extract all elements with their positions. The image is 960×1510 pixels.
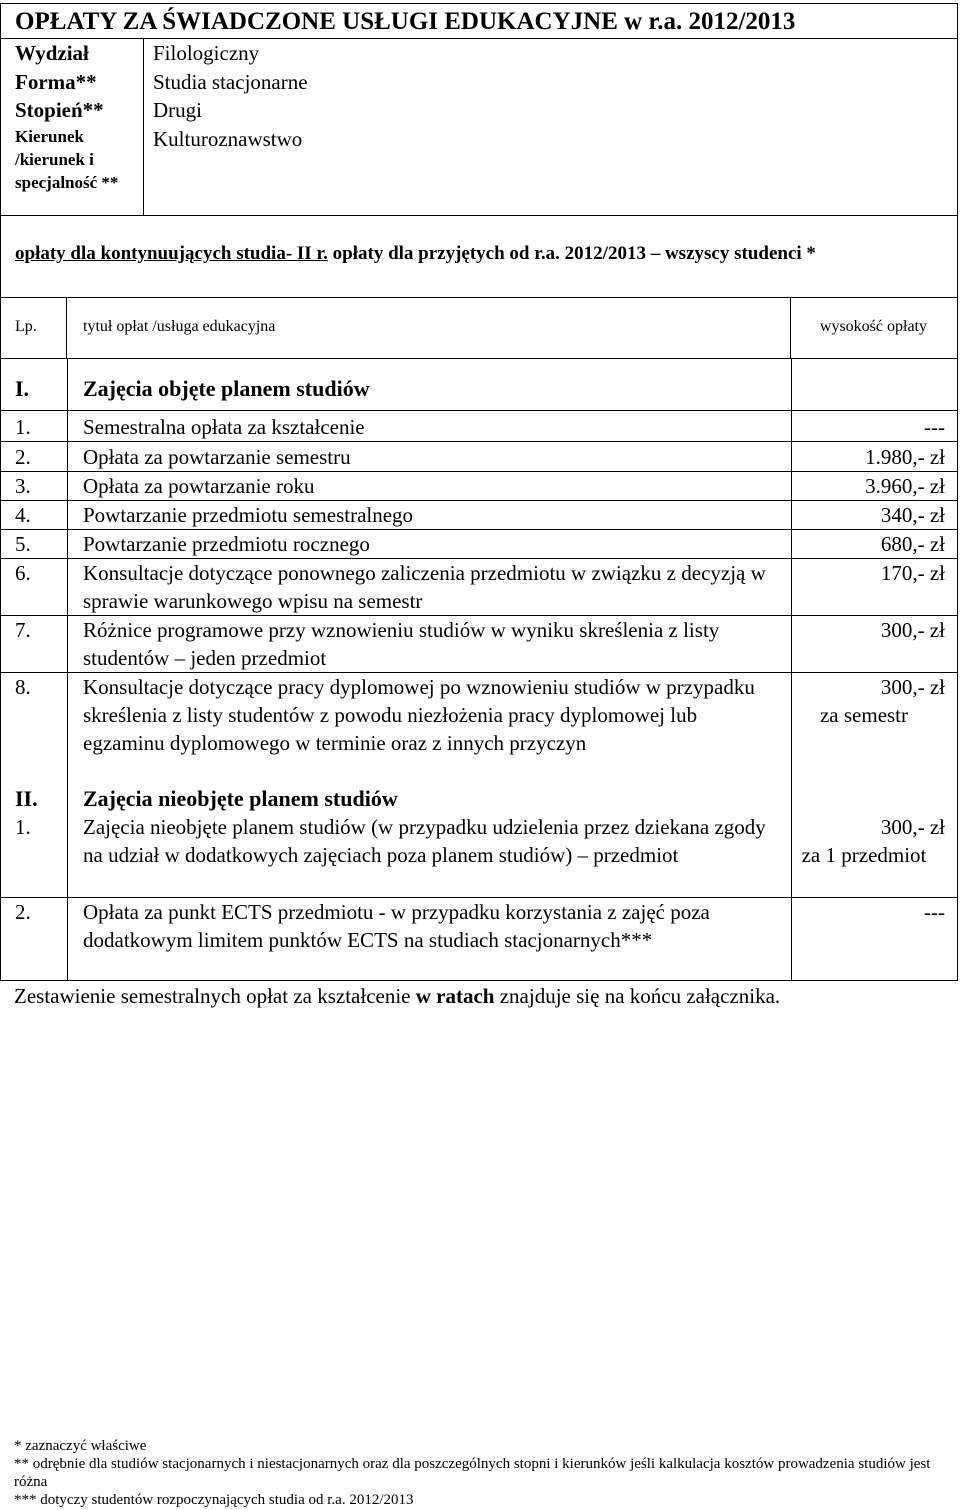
row-text: Opłata za powtarzanie semestru xyxy=(83,445,351,469)
summary-text-2: znajduje się na końcu załącznika. xyxy=(494,984,781,1008)
footnote-3: *** dotyczy studentów rozpoczynających studia od r.a. 2012/2013 xyxy=(14,1492,414,1508)
stopien-label: Stopień** xyxy=(15,98,104,122)
summary-text-1: Zestawienie semestralnych opłat za kształcenie xyxy=(14,984,416,1008)
row-text: Różnice programowe przy wznowieniu studiów w wyniku skreślenia z listy studentów – jeden przedmiot xyxy=(83,618,720,670)
divider xyxy=(1,410,957,411)
row-text: Opłata za punkt ECTS przedmiotu - w przypadku korzystania z zajęć poza dodatkowym limitem punktów ECTS na studiach stacjonarnych*** xyxy=(83,900,710,952)
divider xyxy=(1,441,957,442)
row-fee-amount: 300,- zł xyxy=(880,675,945,699)
forma-value: Studia stacjonarne xyxy=(153,70,308,94)
summary-bold: w ratach xyxy=(415,984,495,1008)
fees-continuing-label: opłaty dla kontynuujących studia- II r. xyxy=(15,243,328,264)
row-number: 1. xyxy=(15,415,31,439)
header-col-divider-1 xyxy=(66,297,67,359)
row-text: Konsultacje dotyczące ponownego zaliczenia przedmiotu w związku z decyzją w sprawie warunkowego wpisu na semestr xyxy=(83,561,766,613)
fees-new-label: opłaty dla przyjętych od r.a. 2012/2013 – wszyscy studenci * xyxy=(332,243,816,264)
header-title: tytuł opłat /usługa edukacyjna xyxy=(83,318,276,335)
row-fee: 170,- zł xyxy=(880,561,945,585)
meta-table xyxy=(0,38,958,216)
row-fee xyxy=(779,673,949,729)
section-2-title: Zajęcia nieobjęte planem studiów xyxy=(83,786,398,811)
kierunek-value: Kulturoznawstwo xyxy=(153,127,303,151)
row-text: Opłata za powtarzanie roku xyxy=(83,474,315,498)
row-text: Powtarzanie przedmiotu semestralnego xyxy=(83,503,414,527)
row-text: Powtarzanie przedmiotu rocznego xyxy=(83,532,370,556)
row-text: Konsultacje dotyczące pracy dyplomowej po wznowieniu studiów w przypadku skreślenia z listy studentów z powodu niezłożenia pracy dyplomowej lub egzaminu dyplomowego w terminie oraz z innych przyczyn xyxy=(83,675,755,755)
row-text: Zajęcia nieobjęte planem studiów (w przypadku udzielenia przez dziekana zgody na udział w dodatkowych zajęciach poza planem studiów) – przedmiot xyxy=(83,815,766,867)
stopien-value: Drugi xyxy=(153,98,202,122)
row-number: 5. xyxy=(15,532,31,556)
row-number: 6. xyxy=(15,561,31,585)
header-lp: Lp. xyxy=(15,318,37,335)
header-col-divider-2 xyxy=(790,297,791,359)
section-1-title: Zajęcia objęte planem studiów xyxy=(83,376,370,401)
row-number: 8. xyxy=(15,675,31,699)
fees-table xyxy=(0,358,958,981)
row-fee: 340,- zł xyxy=(880,503,945,527)
row-number: 3. xyxy=(15,474,31,498)
row-fee-amount: 300,- zł xyxy=(880,815,945,839)
row-text: Semestralna opłata za kształcenie xyxy=(83,415,365,439)
wydzial-value: Filologiczny xyxy=(153,41,260,65)
row-number: 4. xyxy=(15,503,31,527)
row-fee-unit: za semestr xyxy=(819,703,909,727)
row-fee: --- xyxy=(924,900,945,924)
row-fee: 300,- zł xyxy=(880,618,945,642)
section-2-number: II. xyxy=(15,786,38,811)
summary-note xyxy=(14,982,780,1010)
row-fee-unit: za 1 przedmiot xyxy=(801,843,927,867)
row-number: 7. xyxy=(15,618,31,642)
row-fee xyxy=(779,813,949,869)
footnote-1: * zaznaczyć właściwe xyxy=(14,1438,147,1454)
col-divider-1 xyxy=(67,359,68,980)
footnote-2: ** odrębnie dla studiów stacjonarnych i niestacjonarnych oraz dla poszczególnych stopni i kierunków jeśli kalkulacja kosztów prowadzenia studiów jest różna xyxy=(14,1456,931,1490)
row-fee: 3.960,- zł xyxy=(865,474,945,498)
row-fee: 680,- zł xyxy=(880,532,945,556)
meta-divider xyxy=(143,39,144,215)
row-number: 1. xyxy=(15,815,31,839)
fees-header-section xyxy=(0,215,958,298)
header-amount: wysokość opłaty xyxy=(819,318,927,335)
section-1-number: I. xyxy=(15,376,30,401)
row-number: 2. xyxy=(15,900,31,924)
document-title: OPŁATY ZA ŚWIADCZONE USŁUGI EDUKACYJNE w r.a. 2012/2013 xyxy=(0,3,958,39)
fees-header-line xyxy=(1,216,957,267)
col-divider-2 xyxy=(791,359,792,980)
forma-label: Forma** xyxy=(15,70,97,94)
row-fee: 1.980,- zł xyxy=(865,445,945,469)
table-header xyxy=(0,297,958,359)
wydzial-label: Wydział xyxy=(15,41,89,65)
row-number: 2. xyxy=(15,445,31,469)
row-fee: --- xyxy=(924,415,945,439)
footnotes xyxy=(14,1437,944,1509)
kierunek-label: Kierunek /kierunek i specjalność ** xyxy=(15,127,119,192)
